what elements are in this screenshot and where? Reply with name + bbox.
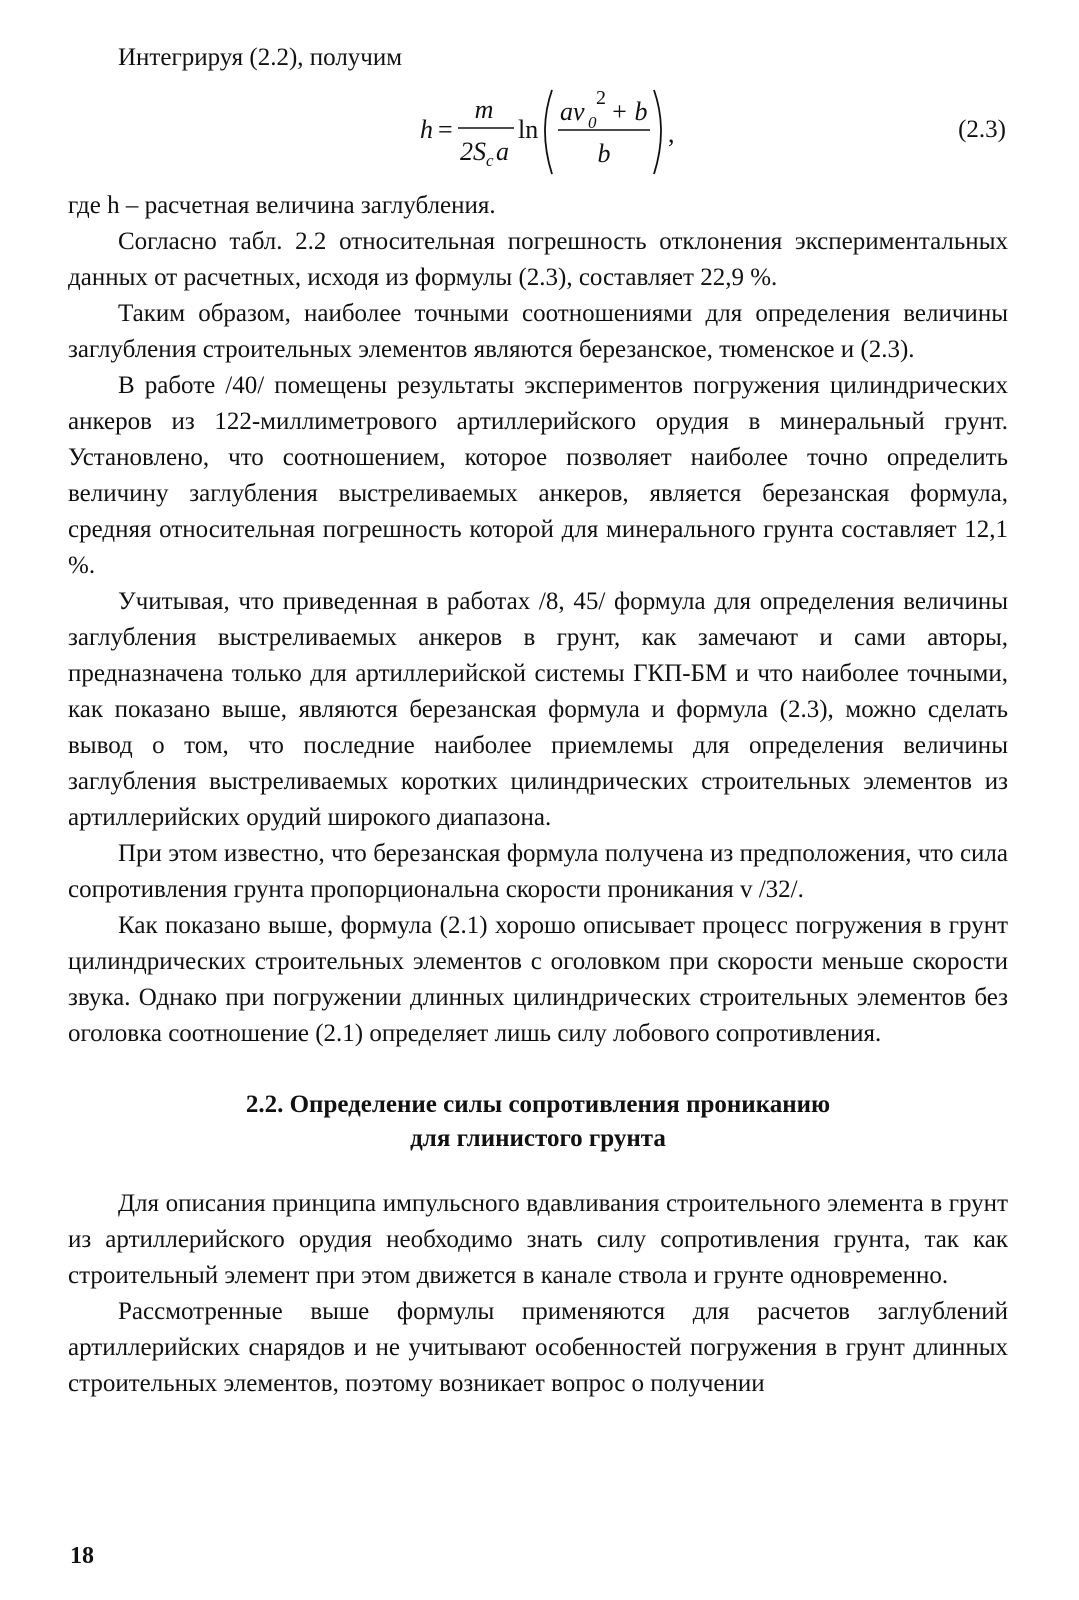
- paragraph-1: Согласно табл. 2.2 относительная погрешность отклонения экспериментальных данных от расчетных, исходя из формулы (2.3), составляет 22,9 %.: [68, 228, 1008, 291]
- section-heading-line2: для глинистого грунта: [410, 1125, 666, 1152]
- section-heading-line1: 2.2. Определение силы сопротивления прониканию: [245, 1091, 831, 1118]
- frac1-den-sub: c: [486, 151, 494, 170]
- paragraph-2: Таким образом, наиболее точными соотношениями для определения величины заглубления строительных элементов являются березанское, тюменское и (2.3).: [68, 300, 1008, 363]
- frac2-num: av: [560, 97, 585, 126]
- page-number: 18: [70, 1543, 94, 1569]
- paragraph-6: Как показано выше, формула (2.1) хорошо описывает процесс погружения в грунт цилиндрических строительных элементов с оголовком при скорости меньше скорости звука. Однако при погружении длинных цилиндрических строительных элементов без оголовка соотношение (2.1) определяет лишь силу лобового сопротивления.: [68, 912, 1008, 1047]
- frac2-num-tail: + b: [604, 97, 648, 126]
- frac2-num-sub: 0: [588, 113, 597, 132]
- formula-eq: =: [438, 115, 453, 144]
- frac1-den-tail: a: [496, 137, 509, 166]
- frac2-den: b: [597, 139, 611, 168]
- frac1-num: m: [474, 95, 494, 124]
- page-body: [68, 40, 1008, 1402]
- formula-comma: ,: [668, 119, 675, 148]
- where-h-paragraph: где h – расчетная величина заглубления.: [68, 192, 496, 219]
- frac1-den: 2S: [460, 137, 486, 166]
- formula-number: (2.3): [958, 116, 1006, 143]
- paragraph-8: Рассмотренные выше формулы применяются для расчетов заглублений артиллерийских снарядов и не учитывают особенностей погружения в грунт длинных строительных элементов, поэтому возникает вопрос о получении: [68, 1298, 1008, 1397]
- frac2-num-sup: 2: [596, 87, 606, 109]
- section-heading: [68, 1088, 1008, 1156]
- formula-svg: [410, 84, 770, 180]
- formula-ln: ln: [518, 115, 539, 144]
- intro-paragraph: Интегрируя (2.2), получим: [118, 44, 403, 71]
- paragraph-7: Для описания принципа импульсного вдавливания строительного элемента в грунт из артиллерийского орудия необходимо знать силу сопротивления грунта, так как строительный элемент при этом движется в канале ствола и грунте одновременно.: [68, 1190, 1008, 1289]
- paragraph-5: При этом известно, что березанская формула получена из предположения, что сила сопротивления грунта пропорциональна скорости проникания v /32/.: [68, 840, 1008, 903]
- paragraph-3: В работе /40/ помещены результаты экспериментов погружения цилиндрических анкеров из 122-миллиметрового артиллерийского орудия в минеральный грунт. Установлено, что соотношением, которое позволяет наиболее точно определить величину заглубления выстреливаемых анкеров, является березанская формула, средняя относительная погрешность которой для минерального грунта составляет 12,1 %.: [68, 372, 1008, 579]
- formula-2-3: [68, 84, 1008, 180]
- formula-lhs: h: [420, 115, 433, 144]
- paragraph-4: Учитывая, что приведенная в работах /8, 45/ формула для определения величины заглубления выстреливаемых анкеров в грунт, как замечают и сами авторы, предназначена только для артиллерийской системы ГКП-БМ и что наиболее точными, как показано выше, являются березанская формула и формула (2.3), можно сделать вывод о том, что последние наиболее приемлемы для определения величины заглубления выстреливаемых коротких цилиндрических строительных элементов из артиллерийских орудий широкого диапазона.: [68, 588, 1008, 831]
